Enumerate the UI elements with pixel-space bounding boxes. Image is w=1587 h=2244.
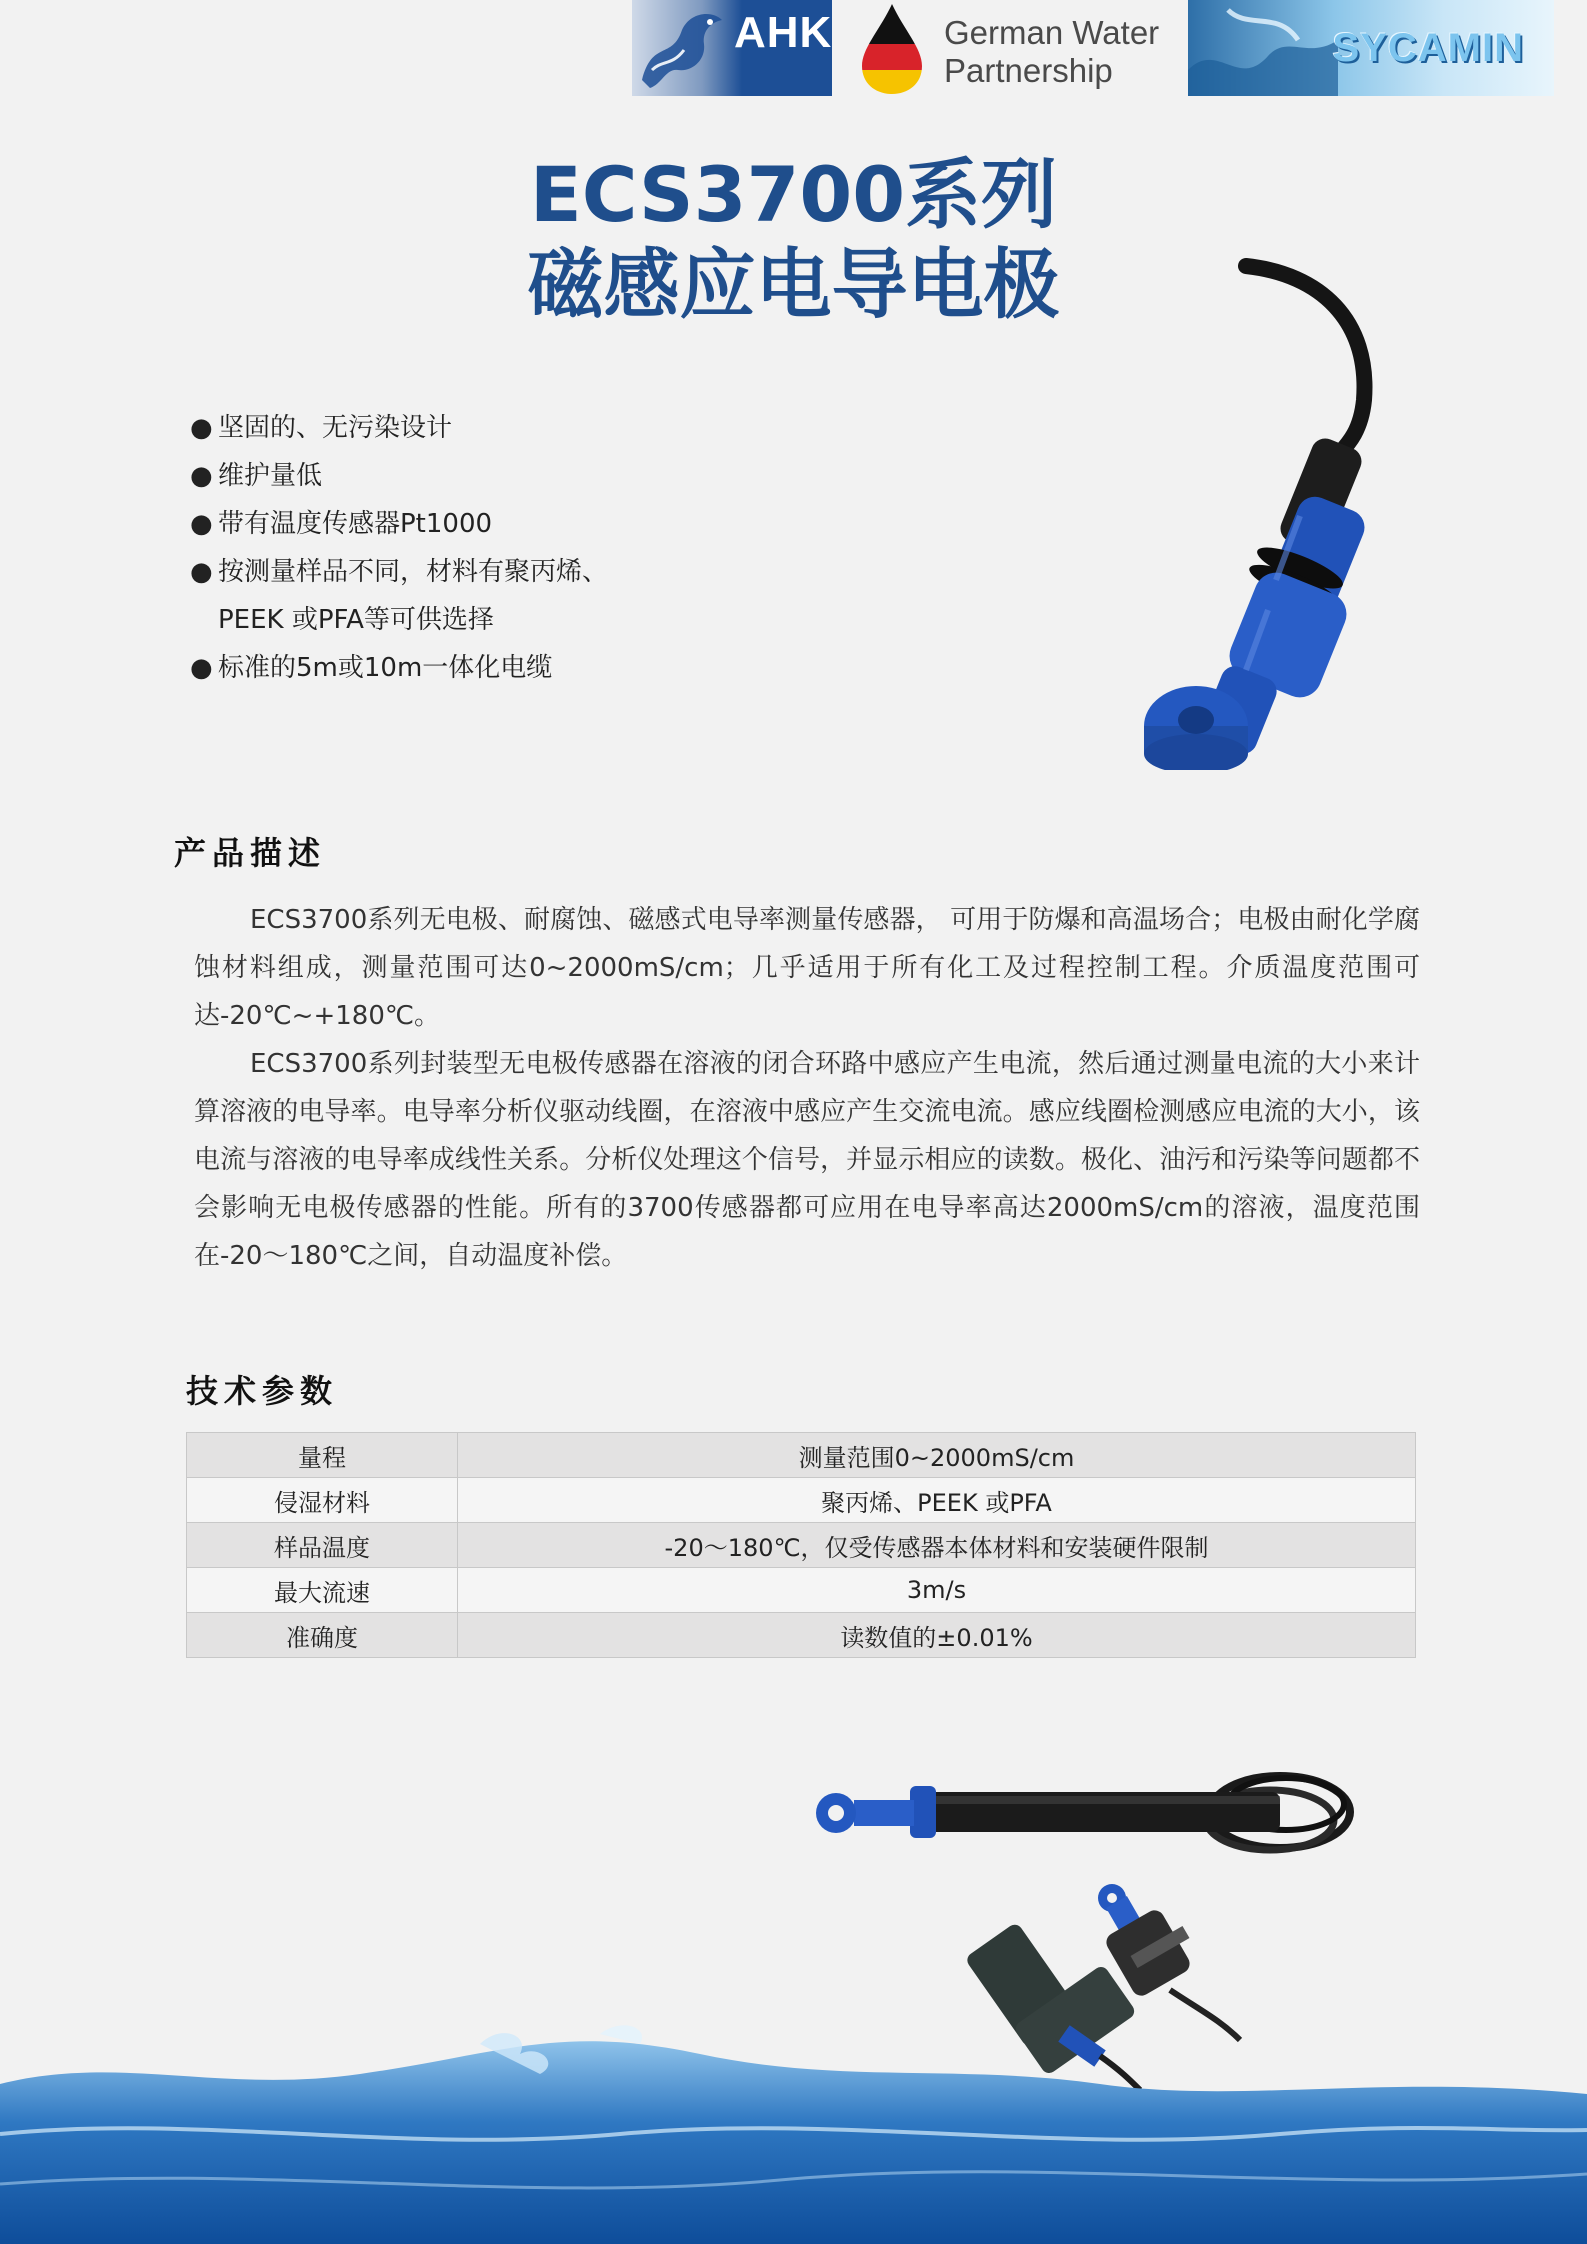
table-row	[187, 1433, 1416, 1478]
spec-key: 量程	[187, 1433, 458, 1478]
description-body	[194, 896, 1420, 1280]
spec-value: 聚丙烯、PEEK 或PFA	[458, 1478, 1416, 1523]
logo-bar	[632, 0, 1552, 96]
table-row	[187, 1613, 1416, 1658]
dragon-icon	[632, 0, 732, 96]
bullet-icon: ●	[190, 557, 213, 587]
feature-item	[190, 548, 750, 596]
bullet-icon: ●	[190, 413, 213, 443]
feature-item	[190, 644, 750, 692]
gwp-line2: Partnership	[944, 52, 1113, 89]
spec-value: 测量范围0~2000mS/cm	[458, 1433, 1416, 1478]
bullet-icon: ●	[190, 461, 213, 491]
feature-item	[190, 452, 750, 500]
gwp-logo-text	[944, 14, 1159, 90]
feature-text: 按测量样品不同，材料有聚丙烯、	[218, 557, 609, 587]
feature-text: 带有温度传感器Pt1000	[218, 509, 493, 539]
feature-text: 维护量低	[218, 461, 323, 491]
description-paragraph: ECS3700系列无电极、耐腐蚀、磁感式电导率测量传感器， 可用于防爆和高温场合；电极由耐化学腐蚀材料组成，测量范围可达0~2000mS/cm；几乎适用于所有化工及过程控制工程。介质温度范围可达-20℃~+180℃。	[194, 905, 1420, 1031]
spec-key: 准确度	[187, 1613, 458, 1658]
sycamin-logo	[1188, 0, 1554, 96]
water-drop-flag-icon	[852, 0, 932, 96]
feature-list	[190, 404, 750, 692]
feature-item	[190, 500, 750, 548]
description-paragraph: ECS3700系列封装型无电极传感器在溶液的闭合环路中感应产生电流，然后通过测量电流的大小来计算溶液的电导率。电导率分析仪驱动线圈，在溶液中感应产生交流电流。感应线圈检测感应电流的大小，该电流与溶液的电导率成线性关系。分析仪处理这个信号，并显示相应的读数。极化、油污和污染等问题都不会影响无电极传感器的性能。所有的3700传感器都可应用在电导率高达2000mS/cm的溶液，温度范围在-20～180℃之间，自动温度补偿。	[194, 1049, 1420, 1271]
spec-key: 侵湿材料	[187, 1478, 458, 1523]
bullet-icon: ●	[190, 509, 213, 539]
ahk-logo	[632, 0, 832, 96]
ahk-logo-text: AHK	[734, 8, 833, 57]
table-row	[187, 1568, 1416, 1613]
specs-heading: 技术参数	[186, 1372, 339, 1410]
sycamin-logo-text: SYCAMIN	[1332, 26, 1524, 70]
spec-value: 读数值的±0.01%	[458, 1613, 1416, 1658]
description-heading: 产品描述	[174, 834, 327, 872]
gwp-line1: German Water	[944, 14, 1160, 51]
spec-key: 最大流速	[187, 1568, 458, 1613]
table-row	[187, 1523, 1416, 1568]
title-line1: ECS3700系列	[529, 150, 1058, 239]
spec-value: -20～180℃，仅受传感器本体材料和安装硬件限制	[458, 1523, 1416, 1568]
title-line2: 磁感应电导电极	[527, 240, 1060, 329]
feature-item-continuation	[190, 596, 750, 644]
bullet-icon: ●	[190, 653, 213, 683]
water-wave-decoration	[0, 2014, 1587, 2244]
table-row	[187, 1478, 1416, 1523]
feature-text: PEEK 或PFA等可供选择	[218, 605, 494, 635]
feature-item	[190, 404, 750, 452]
spec-table	[186, 1432, 1416, 1658]
german-water-partnership-logo	[852, 0, 1192, 96]
sensor-probe-image	[1100, 250, 1400, 770]
feature-text: 标准的5m或10m一体化电缆	[218, 653, 553, 683]
spec-value: 3m/s	[458, 1568, 1416, 1613]
spec-key: 样品温度	[187, 1523, 458, 1568]
feature-text: 坚固的、无污染设计	[218, 413, 453, 443]
